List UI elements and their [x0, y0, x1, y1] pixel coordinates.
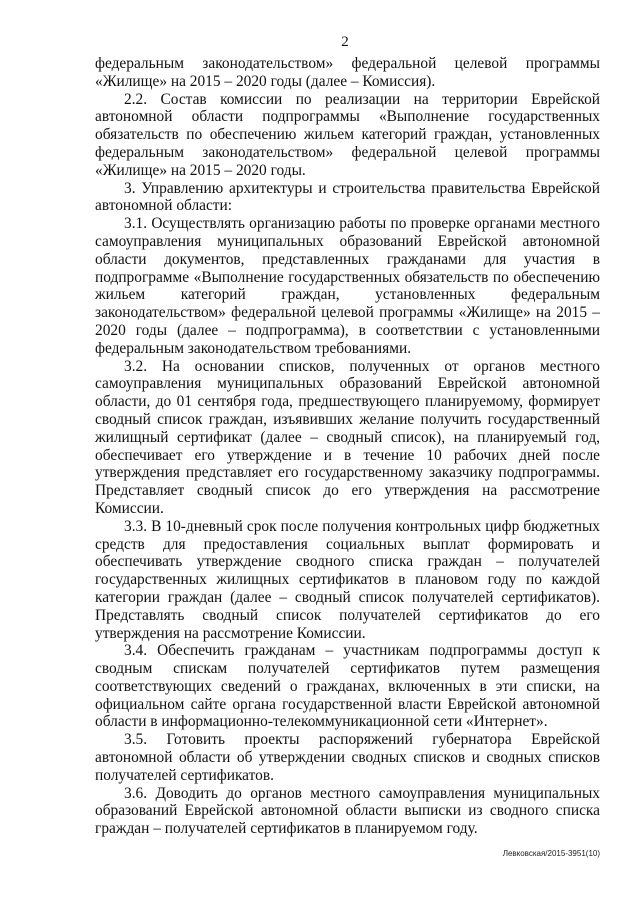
paragraph-3-4: 3.4. Обеспечить гражданам – участникам подпрограммы доступ к сводным спискам получателей сертификатов путем размещения соответствующих сведений о гражданах, включенных в эти списки, на официальном сайте органа государственной власти Еврейской автономной области в информационно-телекоммуникационной сети «Интернет».	[95, 642, 600, 731]
paragraph-3-5: 3.5. Готовить проекты распоряжений губернатора Еврейской автономной области об утверждении сводных списков и сводных списков получателей сертификатов.	[95, 731, 600, 784]
paragraph-3-3: 3.3. В 10-дневный срок после получения контрольных цифр бюджетных средств для предоставления социальных выплат формировать и обеспечивать утверждение сводного списка граждан – получателей государственных жилищных сертификатов в плановом году по каждой категории граждан (далее – сводный список получателей сертификатов). Представлять сводный список получателей сертификатов до его утверждения на рассмотрение Комиссии.	[95, 517, 600, 642]
document-footer-code: Левковская/2015-3951(10)	[502, 849, 600, 858]
paragraph-3-6: 3.6. Доводить до органов местного самоуправления муниципальных образований Еврейской автономной области выписки из сводного списка граждан – получателей сертификатов в планируемом году.	[95, 784, 600, 838]
paragraph-3-1: 3.1. Осуществлять организацию работы по проверке органами местного самоуправления муниципальных образований Еврейской автономной области документов, представленных гражданами для участия в подпрограмме «Выполнение государственных обязательств по обеспечению жильем категорий граждан, установленных федеральным законодательством» федеральной целевой программы «Жилище» на 2015 – 2020 годы (далее – подпрограмма), в соответствии с установленными федеральным законодательством требованиями.	[95, 215, 600, 357]
document-body	[95, 55, 600, 838]
paragraph-2-2: 2.2. Состав комиссии по реализации на территории Еврейской автономной области подпрограммы «Выполнение государственных обязательств по обеспечению жильем категорий граждан, установленных федеральным законодательством» федеральной целевой программы «Жилище» на 2015 – 2020 годы.	[95, 90, 600, 179]
page-number: 2	[341, 34, 349, 50]
paragraph-3: 3. Управлению архитектуры и строительства правительства Еврейской автономной области:	[95, 179, 600, 215]
paragraph-commission-continued: федеральным законодательством» федеральной целевой программы «Жилище» на 2015 – 2020 годы (далее – Комиссия).	[95, 55, 600, 90]
paragraph-3-2: 3.2. На основании списков, полученных от органов местного самоуправления муниципальных образований Еврейской автономной области, до 01 сентября года, предшествующего планируемому, формирует сводный список граждан, изъявивших желание получить государственный жилищный сертификат (далее – сводный список), на планируемый год, обеспечивает его утверждение и в течение 10 рабочих дней после утверждения представляет его государственному заказчику подпрограммы. Представляет сводный список до его утверждения на рассмотрение Комиссии.	[95, 357, 600, 517]
